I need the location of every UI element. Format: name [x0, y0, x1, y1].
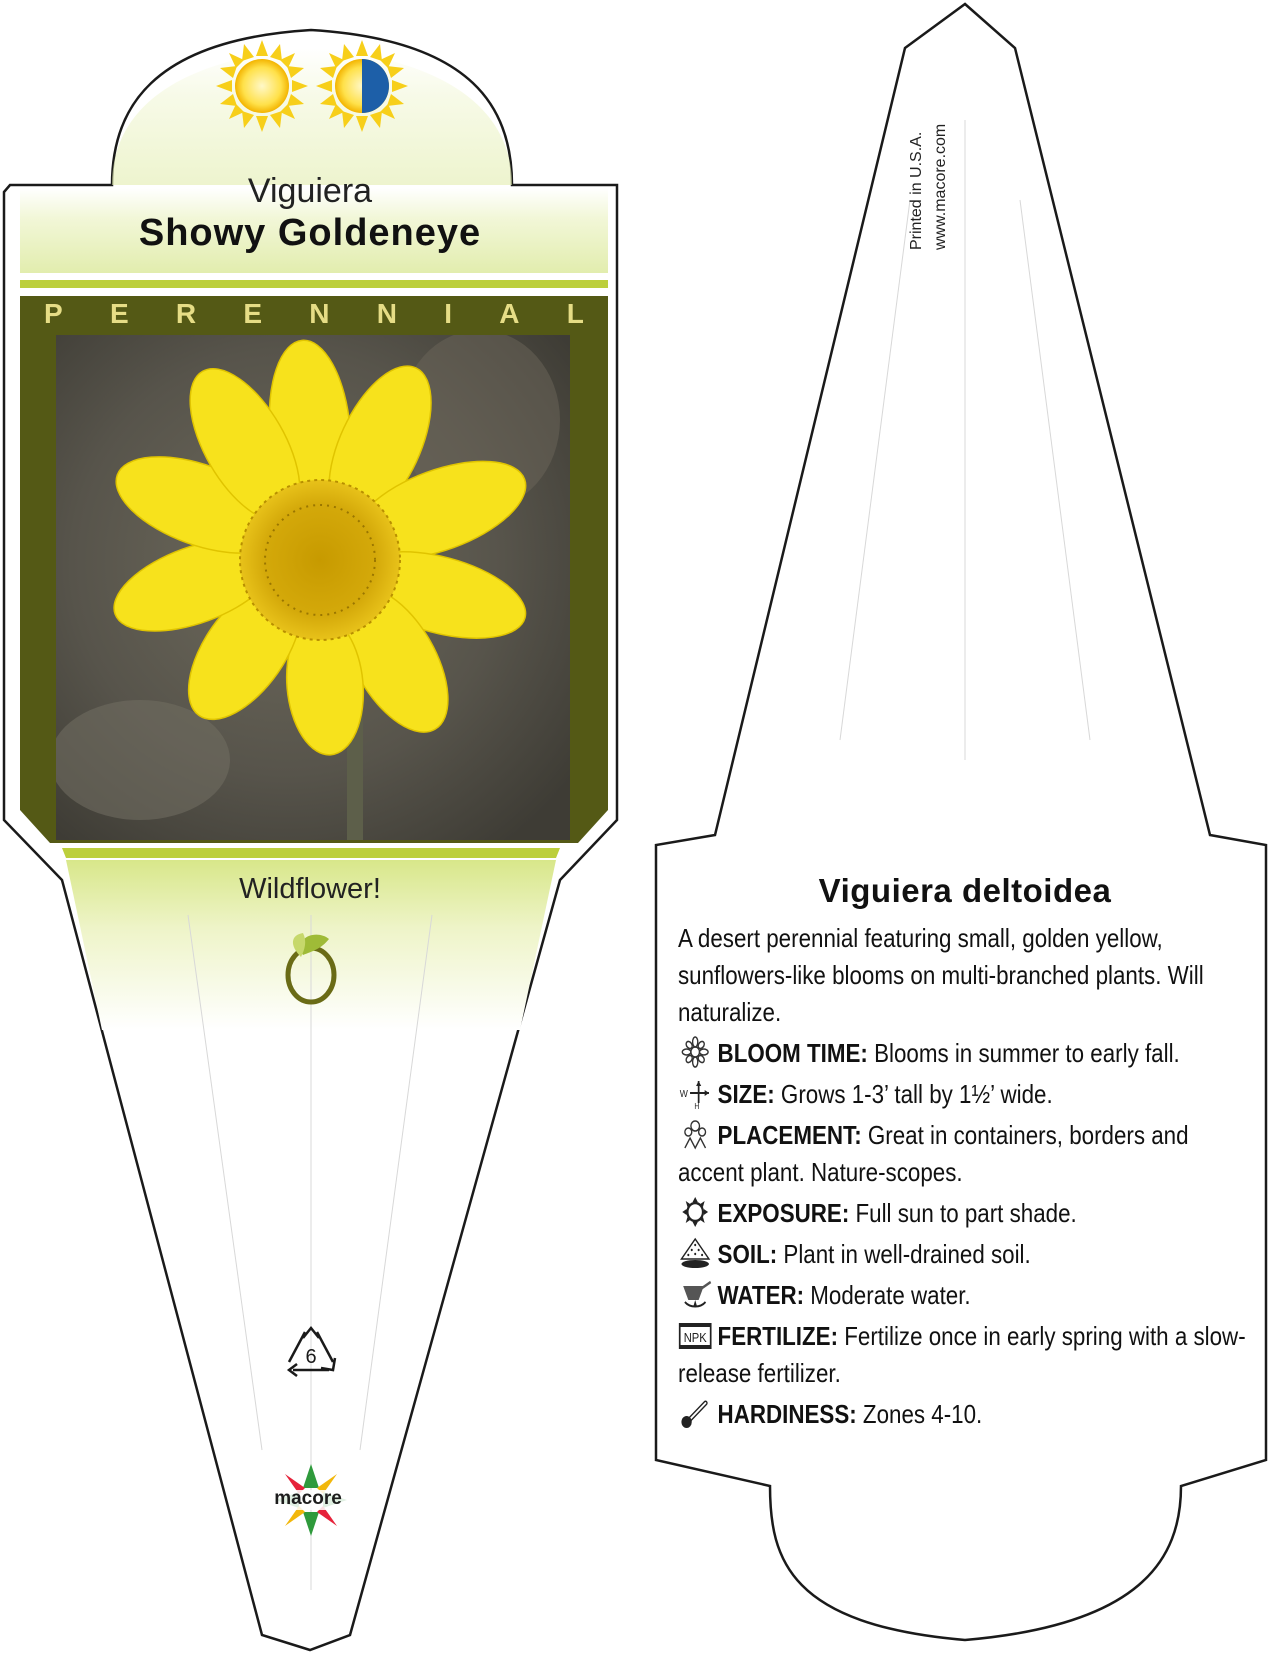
care-text: Plant in well-drained soil.	[777, 1239, 1031, 1269]
care-item-placement	[678, 1117, 1251, 1191]
svg-text:H: H	[694, 1101, 700, 1109]
watering-can-icon	[678, 1278, 712, 1310]
care-text: Zones 4-10.	[856, 1399, 983, 1429]
care-item-size	[678, 1076, 1251, 1113]
category-letter: E	[109, 298, 129, 329]
care-item-water	[678, 1277, 1251, 1314]
category-letter: P	[44, 298, 63, 329]
care-item-fertilize	[678, 1318, 1251, 1392]
brand-name: macore	[274, 1488, 342, 1509]
care-item-hardiness	[678, 1396, 1251, 1433]
care-label: BLOOM TIME:	[717, 1038, 868, 1068]
category-letter: N	[309, 298, 330, 329]
category-label	[44, 298, 584, 330]
plant-description: A desert perennial featuring small, golden yellow, sunflowers-like blooms on multi-branched plants. Will naturalize.	[678, 923, 1204, 1027]
category-letter: N	[376, 298, 398, 329]
category-letter: E	[243, 298, 263, 329]
scientific-name: Viguiera deltoidea	[818, 872, 1112, 909]
care-list	[678, 1035, 1252, 1433]
back-content	[678, 872, 1252, 1433]
category-letter: A	[499, 298, 520, 329]
care-text: Great in containers, borders and accent plant. Nature-scopes.	[678, 1120, 1189, 1187]
npk-icon	[678, 1319, 712, 1351]
care-item-exposure	[678, 1195, 1251, 1232]
care-text: Grows 1-3’ tall by 1½’ wide.	[774, 1079, 1053, 1109]
placement-icon	[678, 1118, 712, 1150]
flower-icon	[678, 1036, 712, 1068]
printed-info	[905, 60, 965, 250]
thermometer-icon	[678, 1397, 712, 1429]
size-icon	[678, 1077, 712, 1109]
care-label: FERTILIZE:	[717, 1321, 839, 1351]
printed-line: www.macore.com	[932, 123, 949, 250]
care-label: SIZE:	[717, 1079, 775, 1109]
care-label: EXPOSURE:	[717, 1198, 850, 1228]
soil-icon	[678, 1237, 712, 1269]
care-item-soil	[678, 1236, 1251, 1273]
category-letter: I	[444, 298, 453, 329]
care-text: Full sun to part shade.	[849, 1198, 1077, 1228]
tagline: Wildflower!	[239, 873, 381, 905]
category-letter: L	[566, 298, 584, 329]
npk-label: NPK	[683, 1330, 707, 1346]
genus-name: Viguiera	[247, 172, 373, 210]
svg-text:W: W	[679, 1088, 688, 1100]
care-label: SOIL:	[717, 1239, 778, 1269]
care-label: HARDINESS:	[717, 1399, 857, 1429]
sun-icon	[678, 1196, 712, 1228]
common-name: Showy Goldeneye	[138, 212, 482, 254]
care-item-bloom	[678, 1035, 1251, 1072]
recycle-number: 6	[305, 1346, 317, 1368]
care-label: PLACEMENT:	[717, 1120, 862, 1150]
care-label: WATER:	[717, 1280, 805, 1310]
category-letter: R	[175, 298, 197, 329]
care-text: Blooms in summer to early fall.	[867, 1038, 1180, 1068]
care-text: Fertilize once in early spring with a slow-release fertilizer.	[678, 1321, 1246, 1388]
care-text: Moderate water.	[804, 1280, 971, 1310]
printed-line: Printed in U.S.A.	[908, 131, 925, 250]
